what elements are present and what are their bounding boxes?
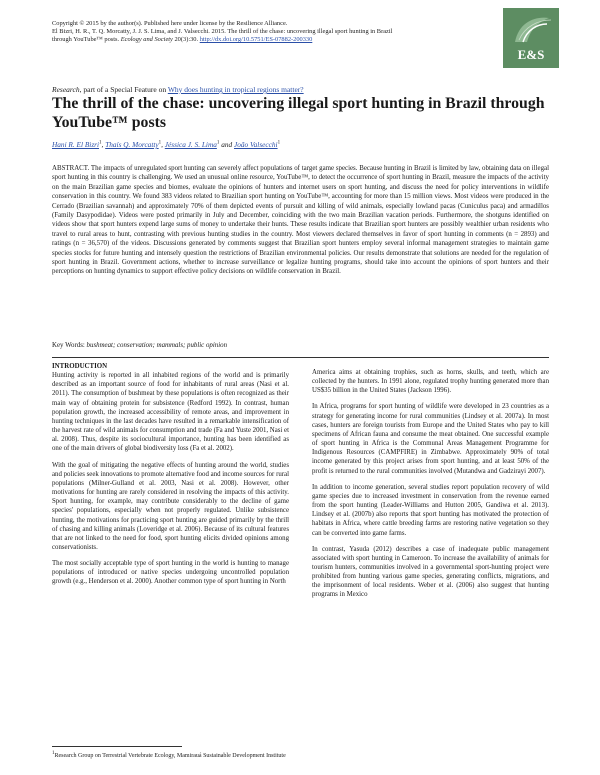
author-affiliation: 1: [158, 140, 162, 146]
author-affiliation: 1: [99, 140, 102, 146]
paragraph: With the goal of mitigating the negative effects of hunting around the world, studies and policies seek innovations to promote alternative food and income sources for rural populations (Milner-Gulland et al. 2003, Nasi et al. 2008). However, other motivations for hunting are rarely considered in resolving the impacts of this activity. Sport hunting, for example, may contribute considerably to the decline of game species' populations, especially when not properly regulated. Unlike subsistence hunting, the motivations for practicing sport hunting are guided primarily by the thrill of chasing and killing animals (Loveridge et al. 2006). Because of its cultural features that are not linked to the need for food, sport hunting elicits divided opinions among conservationists.: [52, 461, 289, 551]
citation-header: [52, 20, 492, 44]
doi-link[interactable]: http://dx.doi.org/10.5751/ES-07882-200330: [199, 36, 313, 43]
paragraph: In Africa, programs for sport hunting of wildlife were developed in 23 countries as a strategy for generating income for rural communities (Lindsey et al. 2007a). In most cases, hunters are foreign tourists from Europe and the United States who pay to kill specimens of African fauna and consume the meat obtained. One successful example of sport hunting in Africa is the Communal Areas Management Programme for Indigenous Resources (CAMPFIRE) in Zimbabwe. Approximately 90% of total income generated by this project arises from sport hunting, and at least 50% of the profit is returned to the rural communities involved (Mutandwa and Gadzirayi 2007).: [312, 403, 549, 475]
keywords-label: Key Words:: [52, 342, 87, 349]
copyright-line: Copyright © 2015 by the author(s). Published here under license by the Resilience Alliance.: [52, 20, 288, 27]
author-link[interactable]: Jéssica J. S. Lima: [164, 140, 217, 149]
section-divider: [52, 357, 549, 358]
logo-text: E&S: [517, 47, 545, 62]
footnote-marker: 1: [52, 751, 55, 756]
right-column: [312, 368, 549, 607]
special-feature-link[interactable]: Why does hunting in tropical regions matter?: [167, 85, 304, 94]
footnote: [52, 751, 549, 759]
authors-and: and: [221, 140, 233, 149]
paragraph: America aims at obtaining trophies, such as horns, skulls, and teeth, which are collected by the hunters. In 1991 alone, regulated trophy hunting generated more than US$35 billion in the United States (Jackson 1996).: [312, 369, 549, 395]
keywords-terms: bushmeat; conservation; mammals; public opinion: [86, 342, 228, 349]
author-list: Hani R. El Bizri$^1$, Thaís Q. Morcatty$^1$, Jéssica J. S. Lima$^1$ and João Valsecchi$^1$: [52, 140, 281, 149]
journal-logo: [503, 8, 559, 68]
citation-line-1: El Bizri, H. R., T. Q. Morcatty, J. J. S. Lima, and J. Valsecchi. 2015. The thrill of the chase: uncovering illegal sport hunting in Brazil: [52, 28, 393, 35]
footnote-text: Research Group on Terrestrial Vertebrate Ecology, Mamirauá Sustainable Development Institute: [54, 753, 286, 759]
citation-text: through YouTube™ posts.: [52, 36, 121, 43]
citation-line-2: [52, 36, 492, 44]
keywords: [52, 342, 549, 349]
author-affiliation: 1: [216, 140, 220, 146]
paragraph: In addition to income generation, several studies report population recovery of wild game species due to increased investment in conservation from the revenue earned from the sport hunting (Leader-Williams and Hutton 2005, Gandiwa et al. 2013). Lindsey et al. (2007b) also reports that sport hunting has motivated the protection of habitats in Africa, where cattle breeding farms are restoring native vegetation so they can be converted into game farms.: [312, 483, 549, 537]
author-link[interactable]: João Valsecchi: [234, 140, 278, 149]
abstract: ABSTRACT. The impacts of unregulated sport hunting can severely affect populations of target game species. Because hunting in Brazil is limited by law, obtaining data on illegal sport hunting in this country is challenging. We used an unusual online resource, YouTube™, to detect the occurrence of sport hunting in Brazil, measure the impacts of the activity on the main Brazilian game species and biomes, evaluate the opinions of hunters and internet users on sport hunting, and discuss the need for policy interventions in wildlife conservation in this country. We found 383 videos related to Brazilian sport hunting on YouTube™, accounting for more than 15 million views. Most videos were produced in the Cerrado (Brazilian savannah) and approximately 70% of them depicted events of pursuit and killing of wild animals, especially lowland pacas (Cuniculus paca) and armadillos (Family Dasypodidae). Videos were posted primarily in July and December, coinciding with the two main Brazilian vacation periods. Furthermore, the shotguns identified on videos show that sport hunters expend large sums of money to undertake their hunts. These results indicate that Brazilian sport hunters are possibly wealthier urban residents who travel to rural areas to hunt, contrasting with previous hunting studies in the country. Most viewers declared themselves in favor of sport hunting in comments (n = 2893) and ratings (n = 36,570) of the videos. Discussions generated by comments suggest that Brazilian sport hunters employ several informal management strategies to maintain game species stocks for future hunting and intensely question the restrictions of Brazilian environmental policies. Our results demonstrate that solutions are needed for the regulation of sport hunting in Brazil. Government actions, whether to increase surveillance or legalize hunting programs, should take into account the opinions of sport hunters and their perceptions on hunting dynamics to support effective policy decisions on wildlife conservation in Brazil.: [52, 165, 549, 276]
author-link[interactable]: Thaís Q. Morcatty: [105, 140, 159, 149]
series-line: [52, 85, 552, 94]
leaf-swirl-icon: [509, 12, 553, 46]
paragraph: The most socially acceptable type of sport hunting in the world is hunting to manage populations of introduced or native species undergoing uncontrolled population growth (e.g., Henderson et al. 2000). Another common type of sport hunting in North: [52, 560, 289, 586]
citation-volume: 20(3):30.: [172, 36, 200, 43]
article-type: Research: [52, 85, 80, 94]
article-title: The thrill of the chase: uncovering illegal sport hunting in Brazil through YouTube™ posts: [52, 95, 545, 131]
left-column: [52, 362, 289, 594]
journal-name: Ecology and Society: [120, 36, 173, 43]
author-link[interactable]: Hani R. El Bizri: [52, 140, 100, 149]
paragraph: Hunting activity is reported in all inhabited regions of the world and is primarily described as an important source of food for inhabitants of rural areas (Nasi et al. 2011). The consumption of bushmeat by these populations is often recognized as their main way of obtaining protein for subsistence (Redford 1992). In contrast, human population growth, the increased accessibility of remote areas, and improvement in hunting techniques in the last decades have resulted in a remarkable intensification of the harvest rate of wild animals for consumption and trade (Fa and Yuste 2001, Nasi et al. 2008). Thus, despite its sociocultural importance, hunting has been identified as one of the main drivers of global biodiversity loss (Fa et al. 2002).: [52, 372, 289, 453]
author-affiliation: 1: [277, 140, 281, 146]
series-middle: , part of a Special Feature on: [79, 85, 168, 94]
paragraph: In contrast, Yasuda (2012) describes a case of inadequate public management associated with sport hunting in Cameroon. To increase the availability of animals for tourism hunters, communities involved in a governmental sport-hunting project were prohibited from hunting various game species, generating conflicts, migrations, and the imprisonment of local residents. Weber et al. (2006) also suggest that hunting programs in Mexico: [312, 545, 549, 599]
footnote-rule: [52, 746, 182, 747]
section-heading: INTRODUCTION: [52, 363, 108, 370]
